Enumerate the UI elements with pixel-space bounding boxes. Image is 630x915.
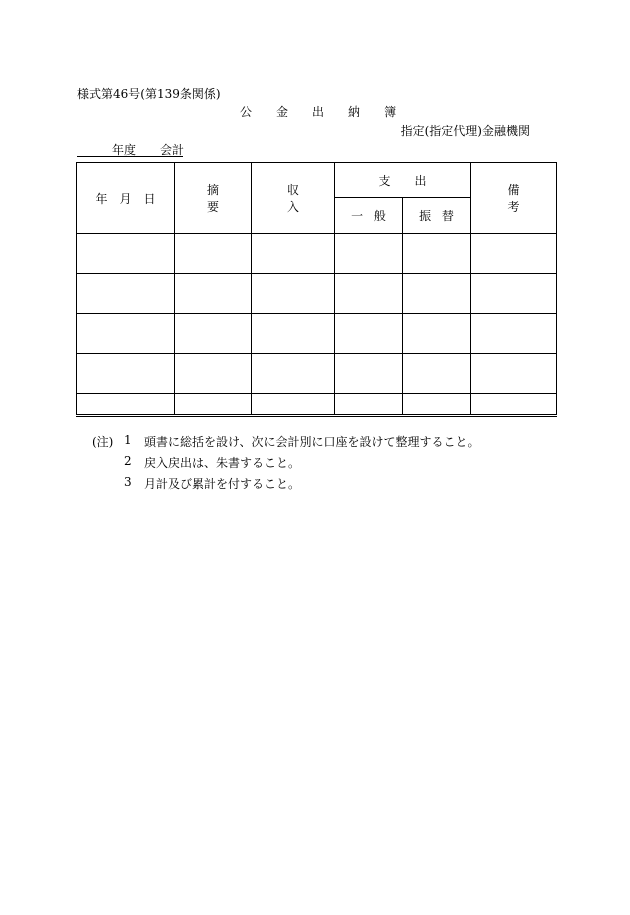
note-number: 3 — [124, 475, 132, 489]
table-cell — [175, 394, 252, 416]
table-cell — [471, 354, 557, 394]
table-cell — [403, 354, 471, 394]
note-text: 頭書に総括を設け、次に会計別に口座を設けて整理すること。 — [144, 435, 480, 449]
table-cell — [335, 354, 403, 394]
table-row — [77, 274, 557, 314]
table-cell — [175, 354, 252, 394]
header-remarks: 備考 — [471, 163, 557, 234]
table-cell — [471, 234, 557, 274]
table-cell — [335, 274, 403, 314]
table-cell — [77, 274, 175, 314]
note-text: 月計及び累計を付すること。 — [144, 477, 301, 491]
bank-label: 指定(指定代理)金融機関 — [400, 124, 530, 138]
table-cell — [175, 314, 252, 354]
note-number: 2 — [124, 454, 132, 468]
table-row — [77, 234, 557, 274]
table-cell — [252, 274, 335, 314]
table-cell — [77, 314, 175, 354]
header-expense-transfer: 振替 — [403, 198, 471, 234]
table-cell — [403, 394, 471, 416]
table-cell — [335, 394, 403, 416]
table-cell — [471, 394, 557, 416]
table-cell — [175, 234, 252, 274]
title-char: 公 — [240, 105, 253, 119]
account-label: 会計 — [160, 143, 185, 157]
table-cell — [335, 314, 403, 354]
header-summary: 摘要 — [175, 163, 252, 234]
table-cell — [77, 354, 175, 394]
header-date: 年 月 日 — [77, 163, 175, 234]
header-expense-general: 一般 — [335, 198, 403, 234]
table-cell — [335, 234, 403, 274]
table-cell — [252, 314, 335, 354]
table-cell — [403, 274, 471, 314]
title-char: 金 — [276, 105, 289, 119]
ledger-title — [240, 103, 420, 120]
table-cell — [77, 394, 175, 416]
table-row — [77, 354, 557, 394]
title-char: 出 — [312, 105, 325, 119]
ledger-table — [76, 162, 557, 417]
fiscal-year-label: 年度 — [112, 143, 137, 157]
header-expense: 支 出 — [335, 163, 471, 198]
table-row — [77, 314, 557, 354]
table-cell — [252, 394, 335, 416]
note-text: 戻入戻出は、朱書すること。 — [144, 456, 301, 470]
form-number: 様式第46号(第139条関係) — [77, 87, 221, 101]
notes-label: (注) — [92, 435, 114, 449]
table-cell — [403, 234, 471, 274]
note-number: 1 — [124, 433, 132, 447]
table-cell — [252, 234, 335, 274]
table-cell — [471, 314, 557, 354]
table-cell — [403, 314, 471, 354]
fiscal-year-account — [77, 141, 183, 157]
title-char: 納 — [348, 105, 361, 119]
title-char: 簿 — [384, 105, 397, 119]
table-cell — [252, 354, 335, 394]
table-row — [77, 394, 557, 416]
header-income: 収入 — [252, 163, 335, 234]
table-cell — [471, 274, 557, 314]
table-cell — [175, 274, 252, 314]
table-cell — [77, 234, 175, 274]
